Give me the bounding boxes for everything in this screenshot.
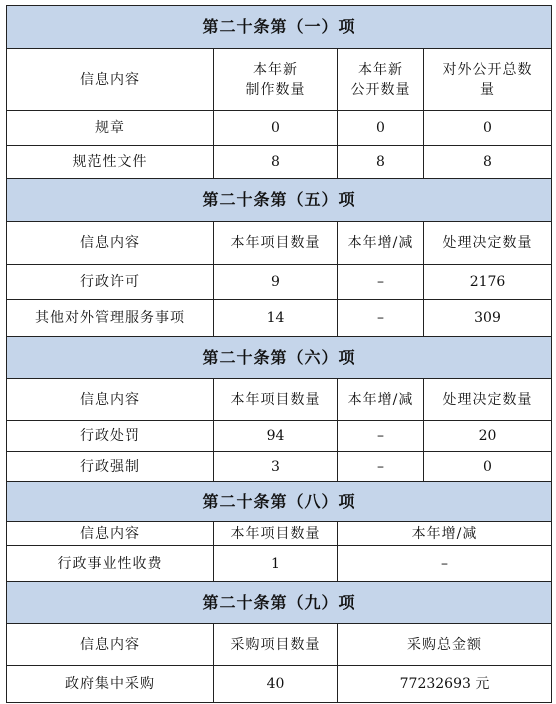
section-title: 第二十条第（五）项 bbox=[7, 179, 552, 222]
table-row bbox=[7, 265, 552, 300]
col-header-new-made: 本年新 制作数量 bbox=[214, 49, 338, 111]
col-header-items: 本年项目数量 bbox=[214, 222, 338, 265]
column-header-row bbox=[7, 49, 552, 111]
cell-value: 14 bbox=[214, 300, 338, 337]
col-header-change: 本年增/减 bbox=[338, 379, 424, 421]
cell-value: 77232693 元 bbox=[338, 666, 552, 703]
cell-value: 2176 bbox=[424, 265, 552, 300]
col-header-total: 对外公开总数 量 bbox=[424, 49, 552, 111]
row-label: 行政强制 bbox=[7, 452, 214, 482]
col-header-info: 信息内容 bbox=[7, 624, 214, 666]
col-header-info: 信息内容 bbox=[7, 522, 214, 546]
row-label: 行政许可 bbox=[7, 265, 214, 300]
cell-value: – bbox=[338, 421, 424, 452]
cell-value: 1 bbox=[214, 546, 338, 582]
row-label: 行政处罚 bbox=[7, 421, 214, 452]
disclosure-table bbox=[6, 5, 552, 703]
cell-value: 0 bbox=[338, 111, 424, 146]
column-header-row bbox=[7, 379, 552, 421]
column-header-row bbox=[7, 222, 552, 265]
section-header-row bbox=[7, 179, 552, 222]
table-row bbox=[7, 666, 552, 703]
cell-value: 8 bbox=[338, 146, 424, 179]
col-header-items: 本年项目数量 bbox=[214, 379, 338, 421]
section-header-row bbox=[7, 6, 552, 49]
col-header-info: 信息内容 bbox=[7, 222, 214, 265]
col-header-change: 本年增/减 bbox=[338, 222, 424, 265]
table-row bbox=[7, 111, 552, 146]
cell-value: 0 bbox=[424, 111, 552, 146]
cell-value: 20 bbox=[424, 421, 552, 452]
table-row bbox=[7, 146, 552, 179]
col-header-decisions: 处理决定数量 bbox=[424, 222, 552, 265]
section-title: 第二十条第（一）项 bbox=[7, 6, 552, 49]
cell-value: 9 bbox=[214, 265, 338, 300]
col-header-info: 信息内容 bbox=[7, 49, 214, 111]
col-header-new-public: 本年新 公开数量 bbox=[338, 49, 424, 111]
section-header-row bbox=[7, 482, 552, 522]
row-label: 行政事业性收费 bbox=[7, 546, 214, 582]
section-title: 第二十条第（八）项 bbox=[7, 482, 552, 522]
cell-value: 0 bbox=[424, 452, 552, 482]
cell-value: – bbox=[338, 452, 424, 482]
table-row bbox=[7, 421, 552, 452]
cell-value: 0 bbox=[214, 111, 338, 146]
cell-value: – bbox=[338, 265, 424, 300]
row-label: 规章 bbox=[7, 111, 214, 146]
cell-value: 94 bbox=[214, 421, 338, 452]
col-header-items: 本年项目数量 bbox=[214, 522, 338, 546]
section-header-row bbox=[7, 337, 552, 379]
table-row bbox=[7, 452, 552, 482]
cell-value: – bbox=[338, 546, 552, 582]
row-label: 其他对外管理服务事项 bbox=[7, 300, 214, 337]
cell-value: – bbox=[338, 300, 424, 337]
cell-value: 8 bbox=[214, 146, 338, 179]
table-row bbox=[7, 300, 552, 337]
cell-value: 309 bbox=[424, 300, 552, 337]
col-header-change: 本年增/减 bbox=[338, 522, 552, 546]
col-header-purchase-total: 采购总金额 bbox=[338, 624, 552, 666]
cell-value: 3 bbox=[214, 452, 338, 482]
col-header-purchase-items: 采购项目数量 bbox=[214, 624, 338, 666]
cell-value: 40 bbox=[214, 666, 338, 703]
col-header-decisions: 处理决定数量 bbox=[424, 379, 552, 421]
column-header-row bbox=[7, 522, 552, 546]
cell-value: 8 bbox=[424, 146, 552, 179]
section-title: 第二十条第（九）项 bbox=[7, 582, 552, 624]
row-label: 规范性文件 bbox=[7, 146, 214, 179]
col-header-info: 信息内容 bbox=[7, 379, 214, 421]
section-title: 第二十条第（六）项 bbox=[7, 337, 552, 379]
section-header-row bbox=[7, 582, 552, 624]
column-header-row bbox=[7, 624, 552, 666]
table-row bbox=[7, 546, 552, 582]
row-label: 政府集中采购 bbox=[7, 666, 214, 703]
